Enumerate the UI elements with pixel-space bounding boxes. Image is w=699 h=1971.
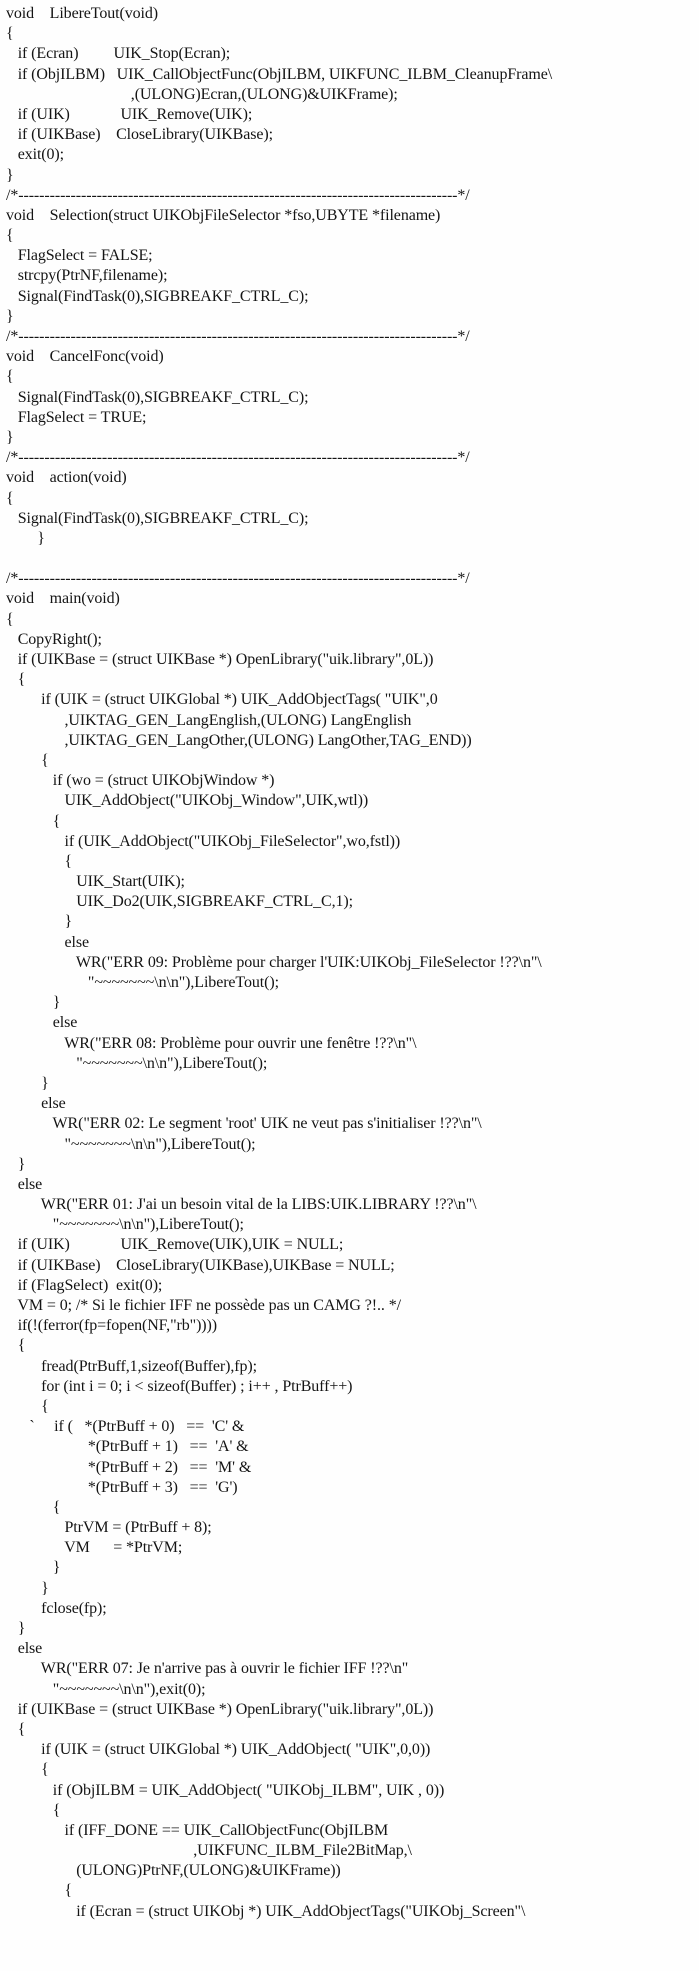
code-line: } <box>6 913 73 931</box>
code-line: Signal(FindTask(0),SIGBREAKF_CTRL_C); <box>6 509 309 527</box>
code-line: if (UIKBase = (struct UIKBase *) OpenLibrary("uik.library",0L)) <box>6 1700 434 1718</box>
code-line: else <box>6 1095 66 1113</box>
code-line: VM = *PtrVM; <box>6 1539 183 1557</box>
code-line: { <box>6 1882 73 1900</box>
code-line: ,UIKTAG_GEN_LangOther,(ULONG) LangOther,TAG_END)) <box>6 731 472 749</box>
code-line: } <box>6 1155 26 1173</box>
code-line: ,UIKTAG_GEN_LangEnglish,(ULONG) LangEnglish <box>6 711 412 729</box>
code-line: } <box>6 1620 26 1637</box>
code-line: "~~~~~~~\n\n"),LibereTout(); <box>6 1135 256 1153</box>
code-line: /*------------------------------------------------------------------------------------*/ <box>6 449 470 467</box>
code-line <box>6 549 696 569</box>
code-line: if (wo = (struct UIKObjWindow *) <box>6 772 275 790</box>
code-line: "~~~~~~~\n\n"),LibereTout(); <box>6 1054 268 1072</box>
code-line: else <box>6 1014 78 1032</box>
code-line: *(PtrBuff + 1) == 'A' & <box>6 1438 249 1456</box>
code-line: if (Ecran = (struct UIKObj *) UIK_AddObjectTags("UIKObj_Screen"\ <box>6 1902 526 1920</box>
code-line: if (UIKBase) CloseLibrary(UIKBase); <box>6 126 273 144</box>
code-line: for (int i = 0; i < sizeof(Buffer) ; i++ , PtrBuff++) <box>6 1377 353 1395</box>
code-line: { <box>6 368 14 386</box>
code-line: UIK_AddObject("UIKObj_Window",UIK,wtl)) <box>6 792 369 810</box>
code-line: /*------------------------------------------------------------------------------------*/ <box>6 570 470 588</box>
code-line: "~~~~~~~\n\n"),LibereTout(); <box>6 1216 244 1234</box>
code-line: void main(void) <box>6 590 120 608</box>
code-line: if (ObjILBM) UIK_CallObjectFunc(ObjILBM, UIKFUNC_ILBM_CleanupFrame\ <box>6 65 553 83</box>
code-line: else <box>6 933 89 951</box>
code-line: if (UIK) UIK_Remove(UIK),UIK = NULL; <box>6 1236 344 1254</box>
code-line: /*------------------------------------------------------------------------------------*/ <box>6 186 470 204</box>
code-line: if (UIKBase = (struct UIKBase *) OpenLibrary("uik.library",0L)) <box>6 651 434 668</box>
code-line: { <box>6 852 73 870</box>
code-line: if (UIK = (struct UIKGlobal *) UIK_AddObjectTags( "UIK",0 <box>6 691 438 709</box>
code-line: PtrVM = (PtrBuff + 8); <box>6 1519 212 1537</box>
code-line: } <box>6 1559 61 1577</box>
code-line: strcpy(PtrNF,filename); <box>6 267 168 285</box>
code-line: WR("ERR 02: Le segment 'root' UIK ne veut pas s'initialiser !??\n"\ <box>6 1115 482 1133</box>
code-listing <box>6 4 696 1922</box>
code-line: { <box>6 751 49 769</box>
code-line: if (UIK) UIK_Remove(UIK); <box>6 105 253 123</box>
code-line: CopyRight(); <box>6 630 102 648</box>
code-line: else <box>6 1175 43 1193</box>
code-line: *(PtrBuff + 3) == 'G') <box>6 1478 238 1496</box>
code-line: { <box>6 25 14 43</box>
code-line: if(!(ferror(fp=fopen(NF,"rb")))) <box>6 1317 217 1335</box>
code-line: "~~~~~~~\n\n"),LibereTout(); <box>6 974 279 991</box>
code-line: else <box>6 1640 43 1658</box>
code-line: UIK_Do2(UIK,SIGBREAKF_CTRL_C,1); <box>6 893 354 911</box>
code-line: *(PtrBuff + 2) == 'M' & <box>6 1458 252 1476</box>
code-line: } <box>6 1579 49 1597</box>
code-line: { <box>6 1337 26 1355</box>
code-line: { <box>6 1801 61 1819</box>
code-line: ,UIKFUNC_ILBM_File2BitMap,\ <box>6 1842 412 1860</box>
code-line: if (UIK = (struct UIKGlobal *) UIK_AddObject( "UIK",0,0)) <box>6 1741 431 1759</box>
code-line: WR("ERR 07: Je n'arrive pas à ouvrir le fichier IFF !??\n" <box>6 1660 409 1678</box>
code-line: FlagSelect = TRUE; <box>6 408 147 426</box>
code-line: { <box>6 227 14 245</box>
code-line: if (IFF_DONE == UIK_CallObjectFunc(ObjILBM <box>6 1821 389 1839</box>
code-line: fclose(fp); <box>6 1599 107 1617</box>
code-line: } <box>6 1074 49 1092</box>
code-line: WR("ERR 09: Problème pour charger l'UIK:UIKObj_FileSelector !??\n"\ <box>6 953 542 971</box>
code-line: { <box>6 610 14 628</box>
code-line: void action(void) <box>6 469 127 487</box>
code-line: if (ObjILBM = UIK_AddObject( "UIKObj_ILBM", UIK , 0)) <box>6 1781 445 1799</box>
code-line: (ULONG)PtrNF,(ULONG)&UIKFrame)) <box>6 1862 341 1880</box>
code-line: } <box>6 529 45 547</box>
code-line: WR("ERR 01: J'ai un besoin vital de la LIBS:UIK.LIBRARY !??\n"\ <box>6 1196 477 1214</box>
code-line: { <box>6 812 61 830</box>
code-line: } <box>6 994 61 1012</box>
code-line: { <box>6 1498 61 1516</box>
code-line: { <box>6 1720 26 1738</box>
code-line: WR("ERR 08: Problème pour ouvrir une fenêtre !??\n"\ <box>6 1034 417 1052</box>
code-line: if (FlagSelect) exit(0); <box>6 1276 163 1294</box>
code-line: VM = 0; /* Si le fichier IFF ne possède pas un CAMG ?!.. */ <box>6 1297 401 1314</box>
code-line: UIK_Start(UIK); <box>6 873 185 891</box>
code-line: } <box>6 166 14 184</box>
code-line: /*------------------------------------------------------------------------------------*/ <box>6 328 470 345</box>
code-line: { <box>6 489 14 507</box>
code-line: void CancelFonc(void) <box>6 348 164 366</box>
code-line: { <box>6 1397 49 1415</box>
code-line: } <box>6 307 14 325</box>
code-line: Signal(FindTask(0),SIGBREAKF_CTRL_C); <box>6 287 309 305</box>
code-line: { <box>6 1761 49 1779</box>
code-line: FlagSelect = FALSE; <box>6 247 153 265</box>
code-line: ,(ULONG)Ecran,(ULONG)&UIKFrame); <box>6 85 398 103</box>
code-line: Signal(FindTask(0),SIGBREAKF_CTRL_C); <box>6 388 309 406</box>
code-line: if (Ecran) UIK_Stop(Ecran); <box>6 45 231 63</box>
code-line: void Selection(struct UIKObjFileSelector *fso,UBYTE *filename) <box>6 206 441 224</box>
code-line: void LibereTout(void) <box>6 5 158 22</box>
code-line: if (UIKBase) CloseLibrary(UIKBase),UIKBase = NULL; <box>6 1256 395 1274</box>
code-line: { <box>6 671 26 689</box>
code-line: "~~~~~~~\n\n"),exit(0); <box>6 1680 206 1698</box>
code-line: } <box>6 428 14 446</box>
code-line: if (UIK_AddObject("UIKObj_FileSelector",wo,fstl)) <box>6 832 401 850</box>
code-line: fread(PtrBuff,1,sizeof(Buffer),fp); <box>6 1357 257 1375</box>
code-line: ` if ( *(PtrBuff + 0) == 'C' & <box>6 1418 245 1436</box>
code-line: exit(0); <box>6 146 64 164</box>
